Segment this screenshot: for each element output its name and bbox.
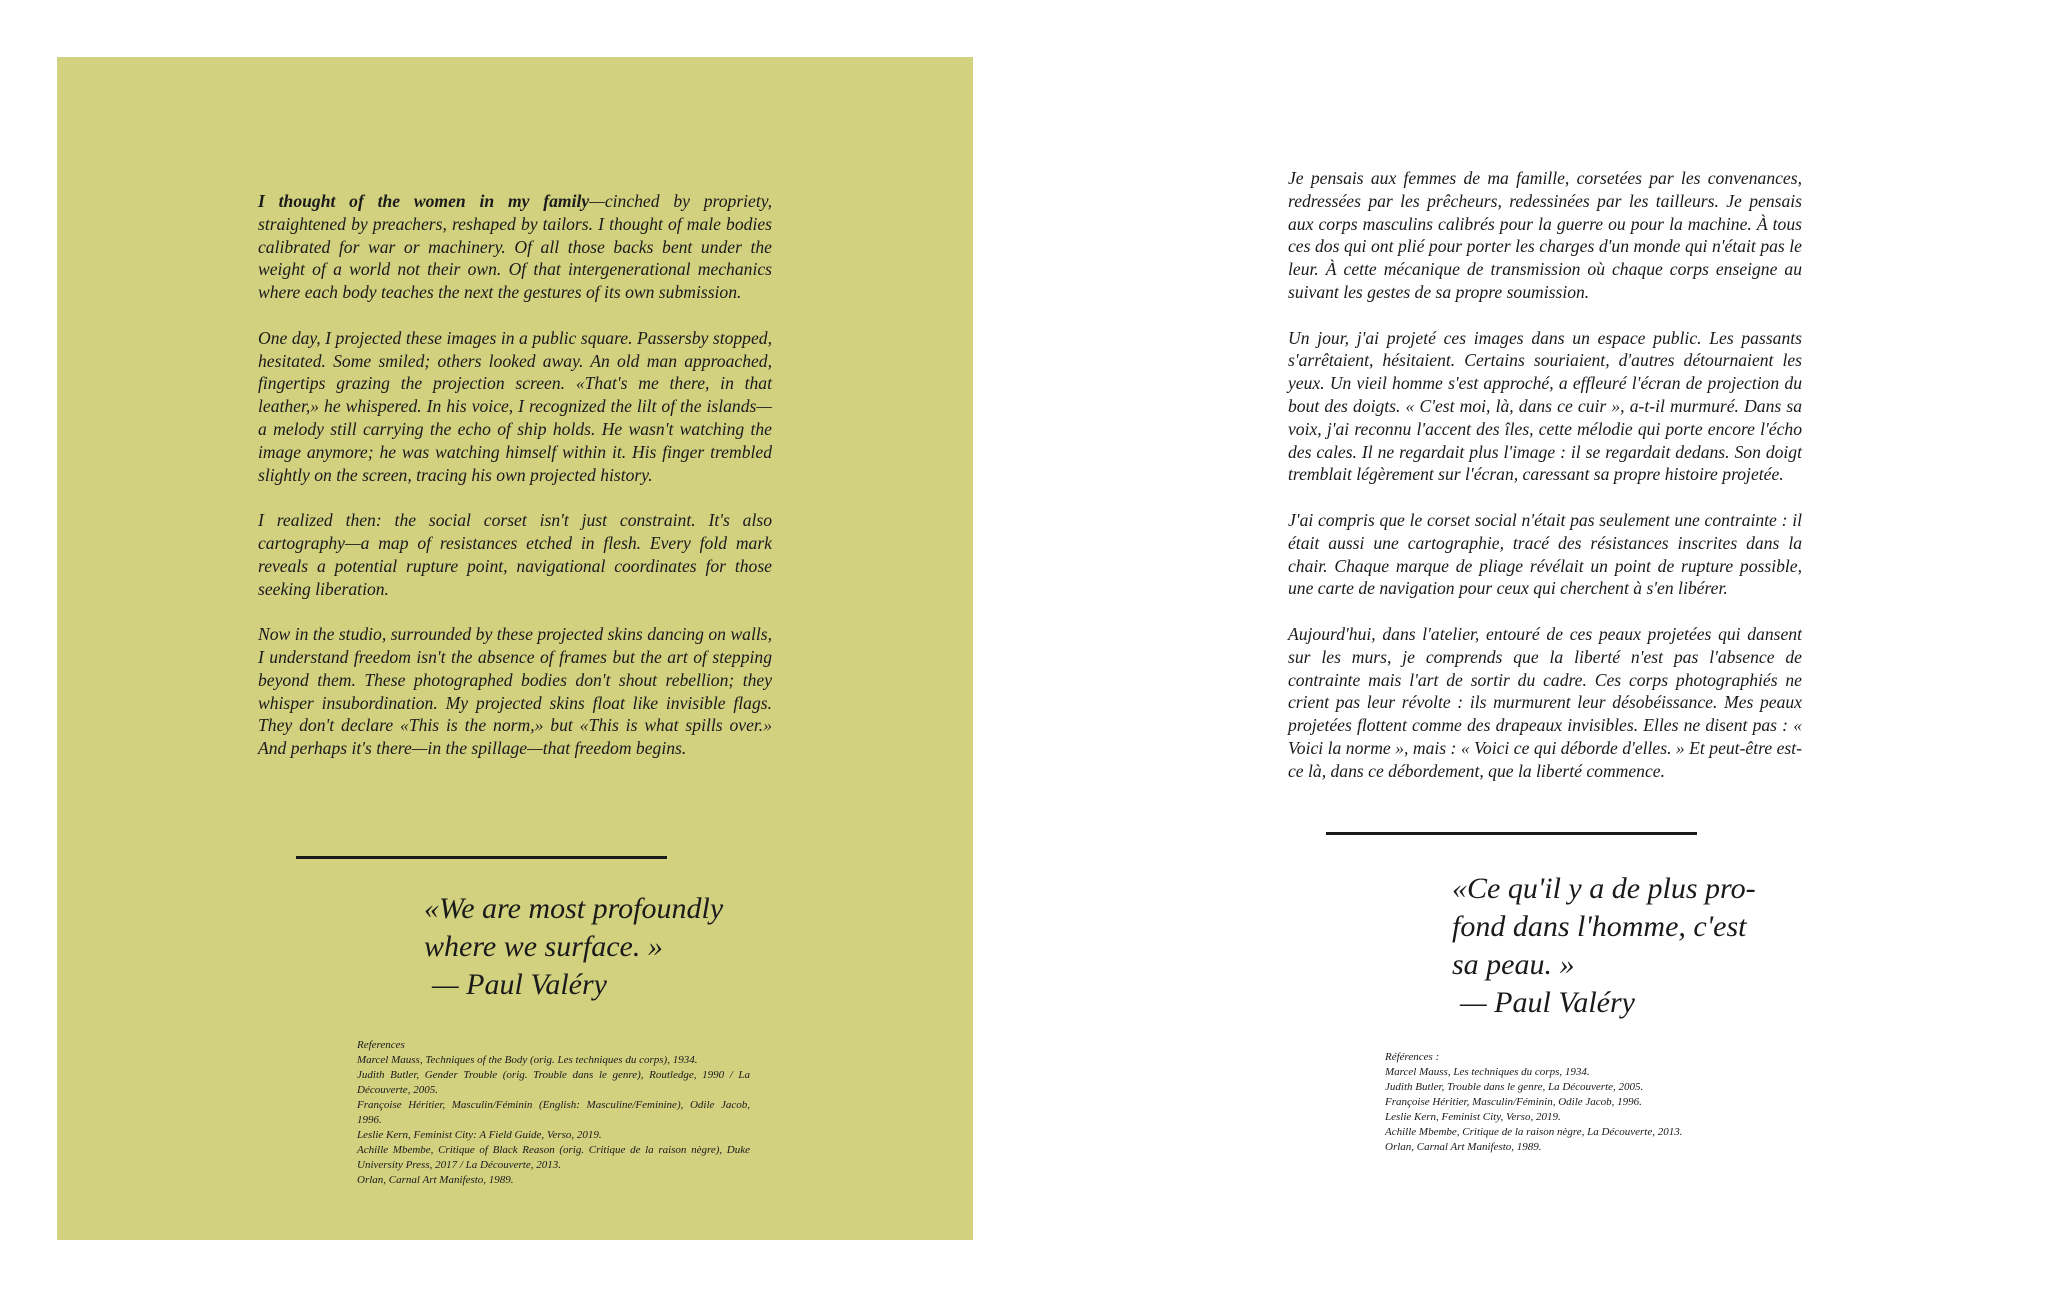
english-paragraph-4: Now in the studio, surrounded by these projected skins dancing on walls, I understand freedom isn't the absence of frames but the art of stepping beyond them. These photographed bodies don't shout rebellion; they whisper insubordination. My projected skins float like invisible flags. They don't declare «This is the norm,» but «This is what spills over.» And perhaps it's there—in the spillage—that freedom begins. (258, 624, 772, 759)
french-reference-item: Judith Butler, Trouble dans le genre, La Découverte, 2005. (1385, 1081, 1644, 1093)
english-paragraph-1 (258, 190, 772, 304)
french-quote-line-1: «Ce qu'il y a de plus pro- (1452, 872, 1756, 905)
english-paragraph-3: I realized then: the social corset isn't just constraint. It's also cartography—a map of resistances etched in flesh. Every fold mark reveals a potential rupture point, navigational coordinates for those seeking liberation. (258, 510, 772, 599)
english-reference-item: Marcel Mauss, Techniques of the Body (orig. Les techniques du corps), 1934. (357, 1054, 698, 1066)
english-paragraph-2: One day, I projected these images in a public square. Passersby stopped, hesitated. Some smiled; others looked away. An old man approached, fingertips grazing the projection screen. «That's me there, in that leather,» he whispered. In his voice, I recognized the lilt of the islands—a melody still carrying the echo of ship holds. He wasn't watching the image anymore; he was watching himself within it. His finger trembled slightly on the screen, tracing his own projected history. (258, 327, 772, 485)
english-quote-line-2: where we surface. » (424, 930, 663, 963)
french-quote-line-2: fond dans l'homme, c'est (1452, 910, 1747, 943)
french-divider-rule (1326, 832, 1697, 835)
french-pull-quote (1452, 870, 1782, 1022)
french-references-title: Références : (1385, 1051, 1440, 1063)
english-quote-author: — Paul Valéry (432, 968, 607, 1001)
french-body-text (1288, 167, 1802, 805)
french-references (1385, 1050, 1778, 1155)
english-reference-item: Achille Mbembe, Critique of Black Reason (orig. Critique de la raison nègre), Duke University Press, 2017 / La Découverte, 2013. (357, 1144, 750, 1171)
english-references-title: References (357, 1039, 405, 1051)
english-paragraph-1-rest: —cinched by propriety, straightened by preachers, reshaped by tailors. I thought of male bodies calibrated for war or machinery. Of all those backs bent under the weight of a world not their own. Of that intergenerational mechanics where each body teaches the next the gestures of its own submission. (258, 191, 772, 303)
french-paragraph-3: J'ai compris que le corset social n'était pas seulement une contrainte : il était aussi une cartographie, tracé des résistances inscrites dans la chair. Chaque marque de pliage révélait un point de rupture possible, une carte de navigation pour ceux qui cherchent à s'en libérer. (1288, 509, 1802, 599)
english-lead-phrase: I thought of the women in my family (258, 191, 590, 211)
english-references (357, 1038, 750, 1188)
french-reference-item: Achille Mbembe, Critique de la raison nègre, La Découverte, 2013. (1385, 1126, 1683, 1138)
french-quote-author: — Paul Valéry (1460, 986, 1635, 1019)
english-reference-item: Leslie Kern, Feminist City: A Field Guide, Verso, 2019. (357, 1129, 602, 1141)
english-body-text (258, 190, 772, 783)
french-paragraph-1: Je pensais aux femmes de ma famille, corsetées par les convenances, redressées par les prêcheurs, redessinées par les tailleurs. Je pensais aux corps masculins calibrés pour la guerre ou pour la machine. À tous ces dos qui ont plié pour porter les charges d'un monde qui n'était pas le leur. À cette mécanique de transmission où chaque corps enseigne au suivant les gestes de sa propre soumission. (1288, 168, 1802, 302)
english-reference-item: Judith Butler, Gender Trouble (orig. Trouble dans le genre), Routledge, 1990 / La Découverte, 2005. (357, 1069, 750, 1096)
french-quote-line-3: sa peau. » (1452, 948, 1575, 981)
french-reference-item: Marcel Mauss, Les techniques du corps, 1934. (1385, 1066, 1590, 1078)
english-pull-quote (424, 890, 754, 1004)
french-paragraph-4: Aujourd'hui, dans l'atelier, entouré de ces peaux projetées qui dansent sur les murs, je comprends que la liberté n'est pas l'absence de contrainte mais l'art de sortir du cadre. Ces corps photographiés ne crient pas leur révolte : ils murmurent leur désobéissance. Mes peaux projetées flottent comme des drapeaux invisibles. Elles ne disent pas : « Voici la norme », mais : « Voici ce qui déborde d'elles. » Et peut-être est-ce là, dans ce débordement, que la liberté commence. (1288, 623, 1802, 781)
english-reference-item: Françoise Héritier, Masculin/Féminin (English: Masculine/Feminine), Odile Jacob, 1996. (357, 1099, 750, 1126)
french-reference-item: Leslie Kern, Feminist City, Verso, 2019. (1385, 1111, 1561, 1123)
french-paragraph-2: Un jour, j'ai projeté ces images dans un espace public. Les passants s'arrêtaient, hésitaient. Certains souriaient, d'autres détournaient les yeux. Un vieil homme s'est approché, a effleuré l'écran de projection du bout des doigts. « C'est moi, là, dans ce cuir », a-t-il murmuré. Dans sa voix, j'ai reconnu l'accent des îles, cette mélodie qui porte encore l'écho des cales. Il ne regardait plus l'image : il se regardait dedans. Son doigt tremblait légèrement sur l'écran, caressant sa propre histoire projetée. (1288, 327, 1802, 485)
english-quote-line-1: «We are most profoundly (424, 892, 724, 925)
english-reference-item: Orlan, Carnal Art Manifesto, 1989. (357, 1174, 514, 1186)
french-reference-item: Orlan, Carnal Art Manifesto, 1989. (1385, 1141, 1542, 1153)
french-reference-item: Françoise Héritier, Masculin/Féminin, Odile Jacob, 1996. (1385, 1096, 1642, 1108)
english-divider-rule (296, 856, 667, 859)
